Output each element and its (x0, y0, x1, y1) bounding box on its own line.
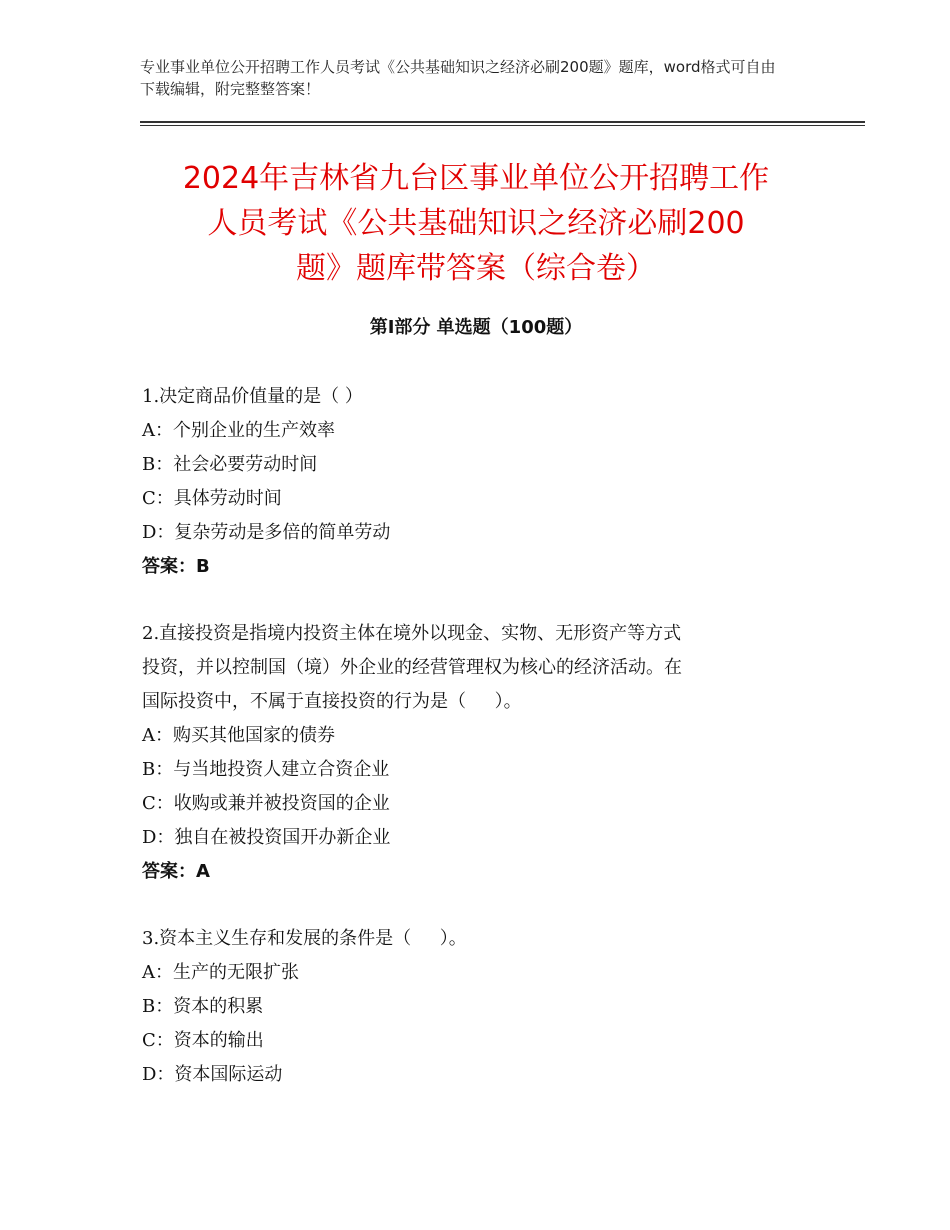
option-b: B：与当地投资人建立合资企业 (142, 759, 390, 780)
option-c: C：资本的输出 (142, 1030, 264, 1051)
header-divider (140, 121, 865, 126)
header-note: 专业事业单位公开招聘工作人员考试《公共基础知识之经济必刷200题》题库，word格式可自由下载编辑，附完整整答案！ (140, 58, 776, 98)
title-line-1: 2024年吉林省九台区事业单位公开招聘工作 (182, 161, 770, 196)
question-stem: 1.决定商品价值量的是（ ） (142, 386, 363, 407)
option-d: D：资本国际运动 (142, 1064, 283, 1085)
option-a: A：个别企业的生产效率 (142, 420, 335, 441)
option-a: A：购买其他国家的债券 (142, 725, 335, 746)
option-b: B：社会必要劳动时间 (142, 454, 318, 475)
question-1 (142, 380, 822, 584)
question-stem-line-1: 2.直接投资是指境内投资主体在境外以现金、实物、无形资产等方式 (142, 623, 682, 644)
option-a: A：生产的无限扩张 (142, 962, 299, 983)
option-d: D：独自在被投资国开办新企业 (142, 827, 391, 848)
section-heading: 第Ⅰ部分 单选题（100题） (369, 317, 583, 338)
document-title (140, 156, 812, 291)
option-c: C：具体劳动时间 (142, 488, 282, 509)
question-stem: 3.资本主义生存和发展的条件是（ ）。 (142, 928, 467, 949)
answer-label: 答案：B (142, 556, 210, 577)
title-line-3: 题》题库带答案（综合卷） (296, 251, 656, 286)
question-2 (142, 617, 822, 889)
option-b: B：资本的积累 (142, 996, 264, 1017)
option-d: D：复杂劳动是多倍的简单劳动 (142, 522, 391, 543)
question-stem-line-3: 国际投资中，不属于直接投资的行为是（ ）。 (142, 691, 522, 712)
option-c: C：收购或兼并被投资国的企业 (142, 793, 390, 814)
answer-label: 答案：A (142, 861, 210, 882)
question-stem-line-2: 投资，并以控制国（境）外企业的经营管理权为核心的经济活动。在 (142, 657, 682, 678)
title-line-2: 人员考试《公共基础知识之经济必刷200 (207, 206, 745, 241)
question-list (142, 380, 822, 1125)
question-3 (142, 922, 822, 1092)
